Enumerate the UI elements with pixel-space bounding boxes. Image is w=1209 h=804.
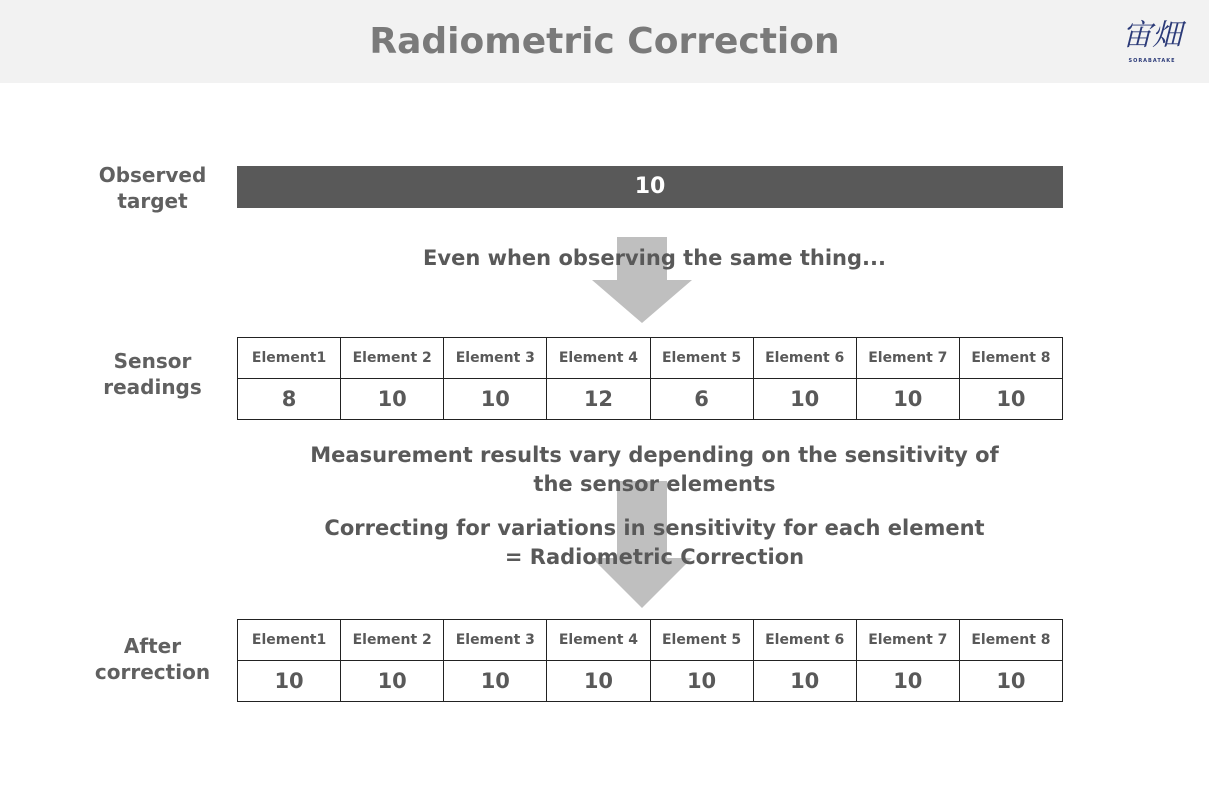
element-header: Element 3: [444, 620, 547, 661]
logo-mark: 宙畑: [1122, 18, 1182, 53]
element-value: 6: [650, 379, 753, 420]
element-value: 10: [444, 661, 547, 702]
caption-correct-line1: Correcting for variations in sensitivity for each element: [324, 516, 985, 540]
table-header-row: [238, 338, 1063, 379]
sensor-readings-label: Sensor readings: [103, 349, 202, 399]
element-header: Element1: [238, 338, 341, 379]
element-header: Element 7: [856, 338, 959, 379]
element-value: 10: [753, 379, 856, 420]
element-header: Element 8: [959, 338, 1062, 379]
element-header: Element 2: [341, 620, 444, 661]
element-header: Element 2: [341, 338, 444, 379]
caption-correct-line2: = Radiometric Correction: [504, 545, 805, 569]
element-header: Element 7: [856, 620, 959, 661]
element-value: 10: [753, 661, 856, 702]
element-header: Element 6: [753, 338, 856, 379]
table-value-row: [238, 661, 1063, 702]
element-value: 10: [856, 379, 959, 420]
after-correction-table: [237, 619, 1063, 702]
element-value: 10: [444, 379, 547, 420]
table-value-row: [238, 379, 1063, 420]
element-header: Element 6: [753, 620, 856, 661]
element-header: Element 4: [547, 620, 650, 661]
element-value: 10: [959, 661, 1062, 702]
caption-same-thing: Even when observing the same thing...: [423, 246, 886, 270]
logo-subtitle: SORABATAKE: [1128, 58, 1176, 64]
after-correction-label: After correction: [94, 634, 211, 684]
element-value: 10: [959, 379, 1062, 420]
observed-target-bar: 10: [237, 166, 1063, 208]
element-header: Element 5: [650, 338, 753, 379]
table-header-row: [238, 620, 1063, 661]
element-header: Element 3: [444, 338, 547, 379]
element-header: Element 8: [959, 620, 1062, 661]
sensor-readings-table: [237, 337, 1063, 420]
element-value: 12: [547, 379, 650, 420]
observed-target-label: Observed target: [98, 163, 207, 213]
element-value: 8: [238, 379, 341, 420]
page-title: Radiometric Correction: [369, 21, 840, 62]
element-value: 10: [238, 661, 341, 702]
caption-vary-line2: the sensor elements: [533, 472, 776, 496]
caption-vary-line1: Measurement results vary depending on the sensitivity of: [310, 443, 999, 467]
element-value: 10: [341, 661, 444, 702]
element-value: 10: [547, 661, 650, 702]
element-value: 10: [341, 379, 444, 420]
element-value: 10: [650, 661, 753, 702]
element-header: Element 5: [650, 620, 753, 661]
element-value: 10: [856, 661, 959, 702]
sorabatake-logo: [1112, 16, 1192, 68]
element-header: Element1: [238, 620, 341, 661]
element-header: Element 4: [547, 338, 650, 379]
